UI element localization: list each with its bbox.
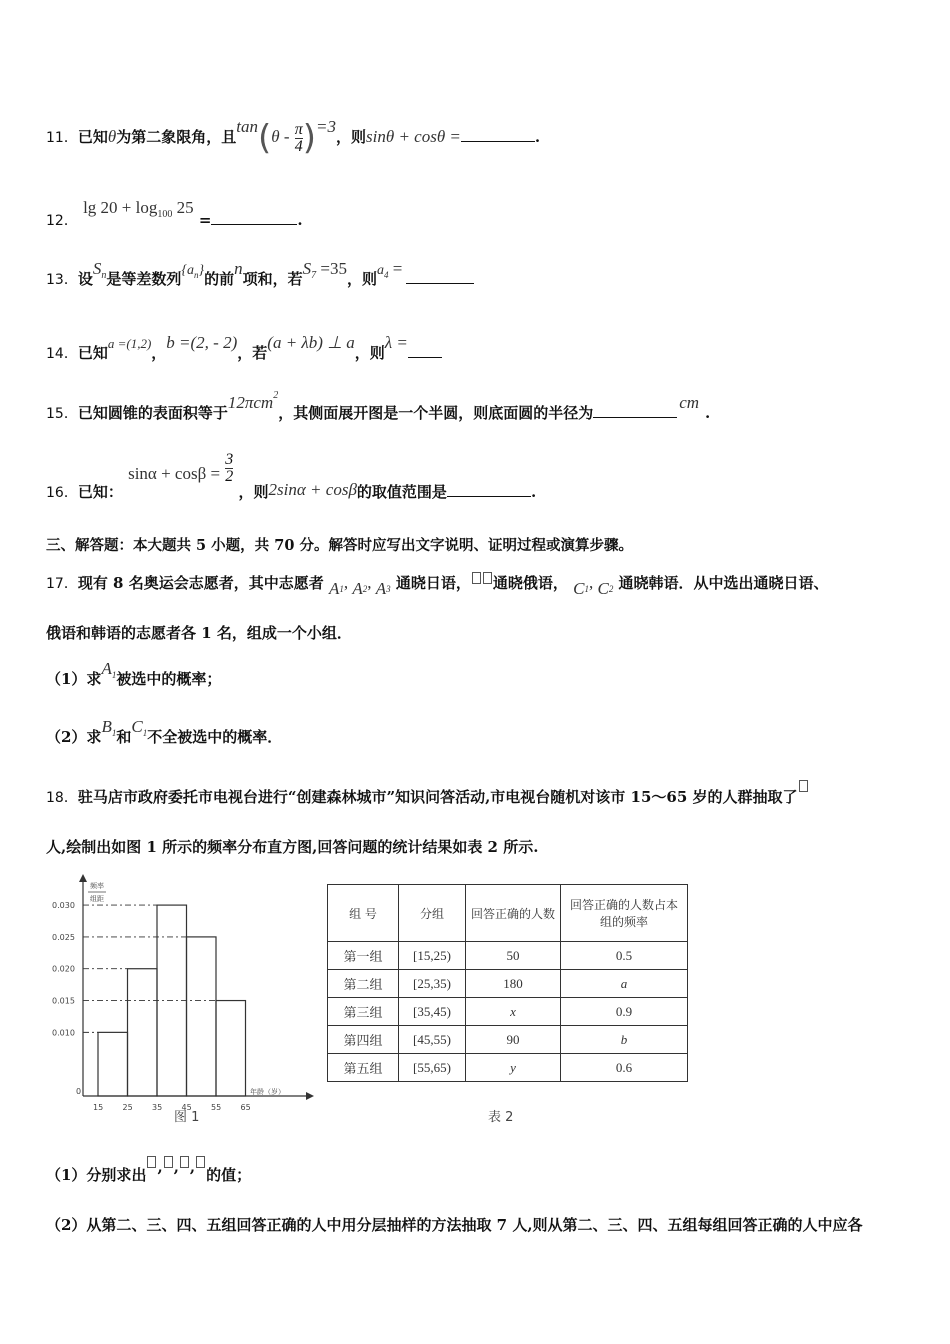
figure-caption: 图 1	[174, 1110, 200, 1125]
three-halves: $\frac{3}{2}$	[225, 451, 234, 485]
header-cell: 组 号	[328, 885, 399, 942]
y-tick-label: 0.025	[52, 932, 75, 942]
histogram-bar	[187, 937, 217, 1096]
table-row: 第二组 [25,35) 180 a	[328, 970, 688, 998]
table-row: 第一组 [15,25) 50 0.5	[328, 942, 688, 970]
y-tick-label: 0.010	[52, 1028, 75, 1038]
question-17-part-2: （2）求$B_1$和$C_1$不全被选中的概率．	[46, 717, 283, 746]
x-axis-label: 年龄（岁）	[250, 1088, 285, 1096]
y-tick-label: 0.030	[52, 901, 75, 911]
answer-blank[interactable]	[406, 282, 474, 284]
x-axis-arrow-icon	[306, 1092, 314, 1100]
missing-glyph-icon	[799, 780, 808, 792]
question-17-line-2: 俄语和韩语的志愿者各 1 名，组成一个小组．	[46, 624, 352, 642]
question-17-part-1: （1）求$A_1$被选中的概率；	[46, 659, 222, 688]
question-13: 13．设$S_n$是等差数列$\{a_n\}$的前n项和，若$S_7 =35$，则$a_4$ =	[46, 268, 920, 291]
table-row: 第四组 [45,55) 90 b	[328, 1026, 688, 1054]
header-cell: 回答正确的人数占本组的频率	[561, 885, 688, 942]
y-tick-label: 0.015	[52, 996, 75, 1006]
table-caption: 表 2	[488, 1110, 514, 1125]
histogram-bar	[98, 1032, 128, 1096]
answer-blank[interactable]	[211, 223, 297, 225]
question-18-part-2: （2）从第二、三、四、五组回答正确的人中用分层抽样的方法抽取 7 人,则从第二、三、四、五组每组回答正确的人中应各	[46, 1216, 863, 1234]
histogram-bar	[128, 969, 158, 1096]
question-18: 18．驻马店市政府委托市电视台进行“创建森林城市”知识问答活动,市电视台随机对该市 15～65 岁的人群抽取了	[46, 786, 920, 807]
question-15: 15．已知圆锥的表面积等于12πcm$^2$，其侧面展开图是一个半圆，则底面圆的半径为cm.	[46, 390, 711, 422]
answer-blank[interactable]	[447, 495, 531, 497]
table-2	[327, 884, 688, 1082]
origin-label: 0	[76, 1087, 82, 1096]
section-heading: 三、解答题：本大题共 5 小题，共 70 分。解答时应写出文字说明、证明过程或演算步骤。	[46, 537, 633, 554]
question-12: 12． $\lg 20 + \log_{100} 25$ = .	[46, 198, 303, 229]
answer-blank[interactable]	[408, 356, 442, 358]
question-18-part-1: （1）分别求出 , , , 的值；	[46, 1158, 252, 1184]
y-label-bottom: 组距	[90, 895, 104, 903]
x-tick-label: 65	[240, 1103, 251, 1112]
question-18-line-2: 人,绘制出如图 1 所示的频率分布直方图,回答问题的统计结果如表 2 所示.	[46, 838, 539, 856]
missing-glyph-icon: , , ,	[146, 1158, 206, 1176]
table-row: 第五组 [55,65) y 0.6	[328, 1054, 688, 1082]
y-axis-arrow-icon	[79, 874, 87, 882]
x-tick-label: 35	[152, 1103, 163, 1112]
x-tick-label: 15	[93, 1103, 104, 1112]
question-14: 14．已知a =(1,2)，b =(2, - 2)，若(a + λb) ⊥ a，则λ =	[46, 342, 920, 363]
table-row: 第三组 [35,45) x 0.9	[328, 998, 688, 1026]
missing-glyph-icon	[471, 574, 493, 592]
histogram-bar	[216, 1001, 246, 1096]
question-16: 16．已知： $\sin\alpha + \cos\beta = \frac{3}{2}$ ，则2sinα + cosβ的取值范围是 .	[46, 451, 537, 501]
question-17: 17．现有 8 名奥运会志愿者，其中志愿者 $A_1$, $A_2$, $A_3$ 通晓日语， 通晓俄语， $C_1$, $C_2$ 通晓韩语．从中选出通晓日语、	[46, 573, 829, 598]
header-cell: 分组	[399, 885, 466, 942]
x-tick-label: 55	[211, 1103, 222, 1112]
answer-blank[interactable]	[593, 416, 677, 418]
header-cell: 回答正确的人数	[466, 885, 561, 942]
histogram-figure-1	[48, 872, 323, 1132]
x-tick-label: 45	[181, 1103, 192, 1112]
answer-blank[interactable]	[461, 140, 535, 142]
table-header-row	[328, 885, 688, 942]
pi-over-4: $\frac{\pi}{4}$	[294, 120, 303, 155]
question-11: 11．已知θ为第二象限角，且$\tan(\theta - \frac{\pi}{4})=3$，则sinθ + cosθ = .	[46, 117, 541, 158]
y-label-top: 频率	[90, 882, 104, 890]
y-tick-label: 0.020	[52, 964, 75, 974]
x-tick-label: 25	[122, 1103, 133, 1112]
